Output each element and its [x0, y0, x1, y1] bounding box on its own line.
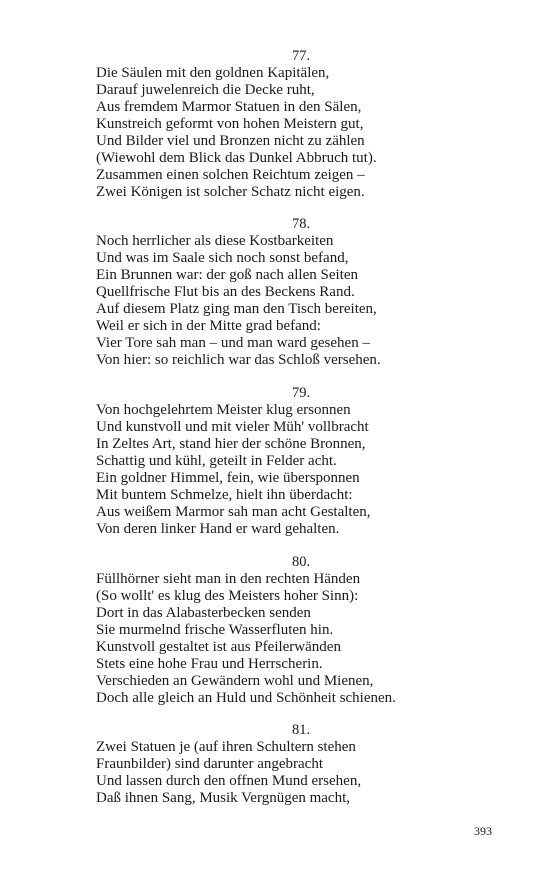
page-number: 393: [474, 824, 492, 838]
stanza-number: 79.: [291, 385, 311, 401]
verse-line: Die Säulen mit den goldnen Kapitälen,: [96, 65, 330, 81]
verse-line: Stets eine hohe Frau und Herrscherin.: [96, 656, 323, 672]
verse-line: Füllhörner sieht man in den rechten Händen: [96, 571, 361, 587]
verse-line: In Zeltes Art, stand hier der schöne Bronnen,: [96, 436, 366, 452]
verse-line: Sie murmelnd frische Wasserfluten hin.: [96, 622, 334, 638]
verse-line: Weil er sich in der Mitte grad befand:: [96, 318, 321, 334]
verse-line: Fraunbilder) sind darunter angebracht: [96, 756, 323, 772]
verse-line: Auf diesem Platz ging man den Tisch bereiten,: [96, 301, 377, 317]
verse-line: Doch alle gleich an Huld und Schönheit schienen.: [96, 690, 396, 706]
verse-line: Und was im Saale sich noch sonst befand,: [96, 250, 349, 266]
stanza-79: [96, 385, 516, 538]
verse-line: (Wiewohl dem Blick das Dunkel Abbruch tut).: [96, 150, 377, 166]
verse-line: Mit buntem Schmelze, hielt ihn überdacht:: [96, 487, 353, 503]
stanza-81: [96, 722, 516, 807]
verse-line: Zwei Statuen je (auf ihren Schultern stehen: [96, 739, 356, 755]
verse-line: Vier Tore sah man – und man ward gesehen –: [96, 335, 370, 351]
verse-line: Und kunstvoll und mit vieler Müh' vollbracht: [96, 419, 369, 435]
verse-line: Von hier: so reichlich war das Schloß versehen.: [96, 352, 381, 368]
verse-line: Kunstreich geformt von hohen Meistern gut,: [96, 116, 364, 132]
verse-line: (So wollt' es klug des Meisters hoher Sinn):: [96, 588, 359, 604]
verse-line: Schattig und kühl, geteilt in Felder acht.: [96, 453, 337, 469]
verse-line: Verschieden an Gewändern wohl und Mienen,: [96, 673, 374, 689]
verse-line: Daß ihnen Sang, Musik Vergnügen macht,: [96, 790, 350, 806]
stanza-77: [96, 48, 516, 201]
stanza-number: 80.: [291, 554, 311, 570]
verse-line: Dort in das Alabasterbecken senden: [96, 605, 311, 621]
verse-line: Aus weißem Marmor sah man acht Gestalten,: [96, 504, 371, 520]
verse-line: Von hochgelehrtem Meister klug ersonnen: [96, 402, 351, 418]
verse-line: Zwei Königen ist solcher Schatz nicht eigen.: [96, 184, 365, 200]
verse-line: Aus fremdem Marmor Statuen in den Sälen,: [96, 99, 362, 115]
verse-line: Noch herrlicher als diese Kostbarkeiten: [96, 233, 334, 249]
verse-line: Ein goldner Himmel, fein, wie übersponnen: [96, 470, 360, 486]
verse-line: Und Bilder viel und Bronzen nicht zu zählen: [96, 133, 365, 149]
verse-line: Darauf juwelenreich die Decke ruht,: [96, 82, 315, 98]
verse-line: Von deren linker Hand er ward gehalten.: [96, 521, 340, 537]
verse-line: Ein Brunnen war: der goß nach allen Seiten: [96, 267, 359, 283]
verse-line: Zusammen einen solchen Reichtum zeigen –: [96, 167, 365, 183]
stanza-number: 81.: [291, 722, 311, 738]
verse-line: Und lassen durch den offnen Mund ersehen,: [96, 773, 362, 789]
stanza-number: 77.: [291, 48, 311, 64]
stanza-number: 78.: [291, 216, 311, 232]
stanza-78: [96, 216, 516, 369]
verse-line: Quellfrische Flut bis an des Beckens Rand.: [96, 284, 355, 300]
verse-line: Kunstvoll gestaltet ist aus Pfeilerwänden: [96, 639, 341, 655]
stanza-80: [96, 554, 516, 707]
